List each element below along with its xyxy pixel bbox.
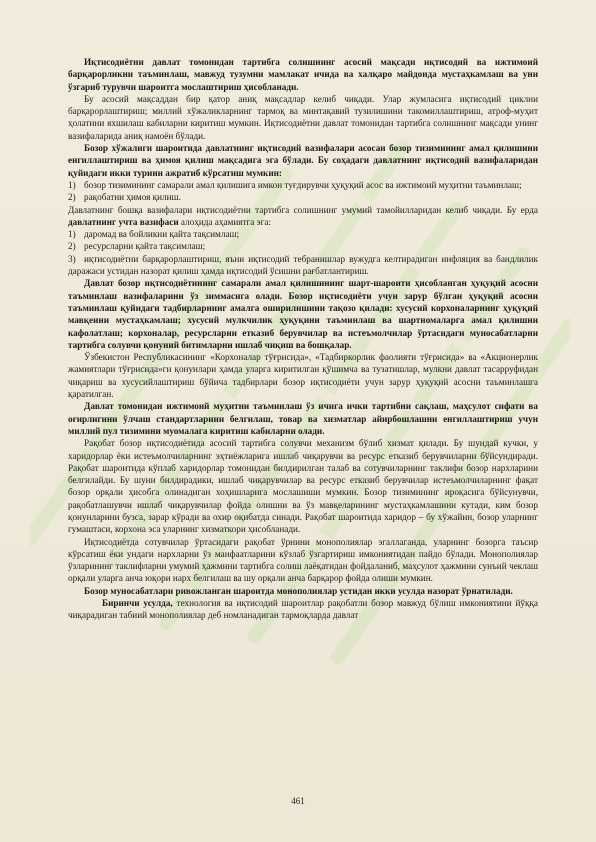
list-item (68, 240, 538, 252)
paragraph-text: Иқтисодиётда сотувчилар ўртасидаги рақобат ўрнини монополиялар эгаллаганда, уларнинг бозорга таъсир кўрсатиш ёки ундаги нархларни ўз манфаатларини кўзлаб ўзгартириш имкониятидан пайдо бўлади. Монополиялар ўзларининг таклифларни умумий ҳажмини тартибга солиш лаёқатидан фойдаланиб, маҳсулот ҳажмини сунъий чеклаш орқали уларга анча юқори нарх белгилаш ва шу орқали анча барқарор фойда олиши мумкин. (68, 536, 538, 584)
paragraph (68, 142, 538, 179)
body-text (68, 56, 538, 622)
paragraph (68, 437, 538, 535)
paragraph (68, 400, 538, 437)
paragraph-tail: алоҳида аҳамиятга эга: (178, 216, 272, 227)
list-item-number: 1) (68, 179, 76, 190)
paragraph-text: технология ва иқтисодий шароитлар рақобатли бозор мавжуд бўлиш имкониятини йўққа чиқарадиган табиий монополиялар деб номланадиган тармоқларда давлат (68, 598, 538, 621)
paragraph (68, 597, 538, 622)
paragraph (68, 536, 538, 585)
paragraph-text: Бозор муносабатлари ривожланган шароитда монополиялар устидан икки усулда назорат ўрнатилади. (84, 585, 513, 596)
paragraph-text: Давлатнинг бошқа вазифалари иқтисодиётни тартибга солишнинг умумий тамойилларидан келиб чиқади. Бу ерда (68, 204, 538, 215)
paragraph-text: Бозор хўжалиги шароитида давлатнинг иқтисодий вазифалари асосан бозор тизимининг амал қилишини енгиллаштириш ва ҳимоя қилиш мақсадига эга бўлади. Бу соҳадаги давлатнинг иқтисодий вазифаларидан қуйидаги икки турини ажратиб кўрсатиш мумкин: (68, 143, 538, 178)
paragraph-text: Рақобат бозор иқтисодиётида асосий тартибга солувчи механизм бўлиб хизмат қилади. Бу шундай кучки, у харидорлар ёки истеъмолчиларнинг эҳтиёжларига ишлаб чиқарувчи ва ресурс етказиб берувчиларни бўйсундиради. Рақобат шароитида кўплаб харидорлар томонидан билдирилган талаб ва сотувчиларнинг таклифи бозор нархларини белгилайди. Бу шуни билдирадики, ишлаб чиқарувчилар ва ресурс етказиб берувчилар истеъмолчиларнинг фақат бозор орқали ҳисобга олинадиган хоҳишларига мослашиши мумкин. Бозор тизимининг ироқасига бўйсунувчи, рақобатлашувчи ишлаб чиқарувчилар фойда олишни ва ўз мавқеларининг мустаҳкамлашини кутади, ким бозор қонунларини бузса, зарар кўради ва охир оқибатда синади. Рақобат шароитида харидор – бу хўжайин, бозор уларнинг гумаштаси, корхона эса уларнинг хизматкори ҳисобланади. (68, 438, 538, 535)
paragraph-text: Давлат бозор иқтисодиётининг самарали амал қилишининг шарт-шароити ҳисобланган ҳуқуқий асосни таъминлаш вазифаларини ўз зиммасига олади. Бозор иқтисодиёти учун зарур бўлган ҳуқуқий асосни таъминлаш қуйидаги тадбирларнинг амалга оширилишини тақозо қилади: хусусий корхоналарнинг ҳуқуқий мавқеини мустаҳкамлаш; хусусий мулкчилик ҳуқуқини таъминлаш ва шартномаларга амал қилишни кафолатлаш; корхоналар, ресурсларни етказиб берувчилар ва истеъмолчилар ўртасидаги муносабатларни тартибга солувчи қонуний битимларни ишлаб чиқиш ва бошқалар. (68, 278, 538, 350)
list-item-text: рақобатни ҳимоя қилиш. (84, 192, 181, 203)
list-item (68, 191, 538, 203)
list-item-text: ресурсларни қайта тақсимлаш; (84, 241, 206, 252)
paragraph (68, 585, 538, 597)
list-item-text: даромад ва бойликни қайта тақсимлаш; (84, 229, 240, 240)
paragraph (68, 277, 538, 351)
list-item-number: 2) (68, 192, 76, 203)
paragraph (68, 93, 538, 142)
list-item-number: 1) (68, 229, 76, 240)
page-number: 461 (291, 796, 305, 806)
list-item-text: иқтисодиётни барқарорлаштириш, яъни иқтисодий тебранишлар вужудга келтирадиган инфляция ва бандлилик даражаси устидан назорат қилиш ҳамда иқтисодий ўсишни рағбатлантириш. (68, 253, 538, 277)
list-item-text: бозор тизимининг самарали амал қилишига имкон туғдирувчи ҳуқуқий асос ва ижтимоий муҳитни таъминлаш; (84, 179, 522, 190)
paragraph-text: Иқтисодиётни давлат томонидан тартибга солишнинг асосий мақсади иқтисодий ва ижтимоий барқарорликни таъминлаш, мавжуд тузумни мамлакат ичида ва халқаро майдонда мустаҳкамлаш ва уни ўзгариб турувчи шароитга мослаштириш ҳисобланади. (68, 57, 538, 92)
list-item-number: 2) (68, 241, 76, 252)
list-item (68, 179, 538, 191)
paragraph-text: Ўзбекистон Республикасининг «Корхоналар тўғрисида», «Тадбиркорлик фаолияти тўғрисида» ва «Акционерлик жамиятлари тўғрисида»ги қонунлари ҳамда уларга киритилган қўшимча ва тузатишлар, мулкни давлат тасарруфидан чиқариш ва хусусийлаштириш бўйича тадбирлари бозор иқтисодиёти учун зарур ҳуқуқий асосни таъминлашга қаратилган. (68, 352, 538, 400)
list-item (68, 253, 538, 278)
bold-lead: Биринчи усулда, (102, 598, 173, 609)
bold-phrase: давлатнинг учта вазифаси (68, 216, 179, 227)
list-item (68, 228, 538, 240)
paragraph (68, 351, 538, 400)
paragraph (68, 56, 538, 93)
paragraph-text: Бу асосий мақсаддан бир қатор аниқ мақсадлар келиб чиқади. Улар жумласига иқтисодий циклни барқарорлаштириш; миллий хўжаликларнинг тармоқ ва минтақавий тузилишини такомиллаштириш, атроф-муҳит ҳолатини яхшилаш кабиларни киритиш мумкин. Иқтисодиётни давлат томонидан тартибга солишнинг мақсади унинг вазифаларида аниқ намоён бўлади. (68, 93, 538, 141)
paragraph-text: Давлат томонидан ижтимоий муҳитни таъминлаш ўз ичига ички тартибни сақлаш, маҳсулот сифати ва оғирлигини ўлчаш стандартларини белгилаш, товар ва хизматлар айирбошлашни енгиллаштириш учун миллий пул тизимини муомалага киритиш кабиларни олади. (68, 401, 538, 436)
list-item-number: 3) (68, 253, 76, 264)
paragraph (68, 204, 538, 229)
